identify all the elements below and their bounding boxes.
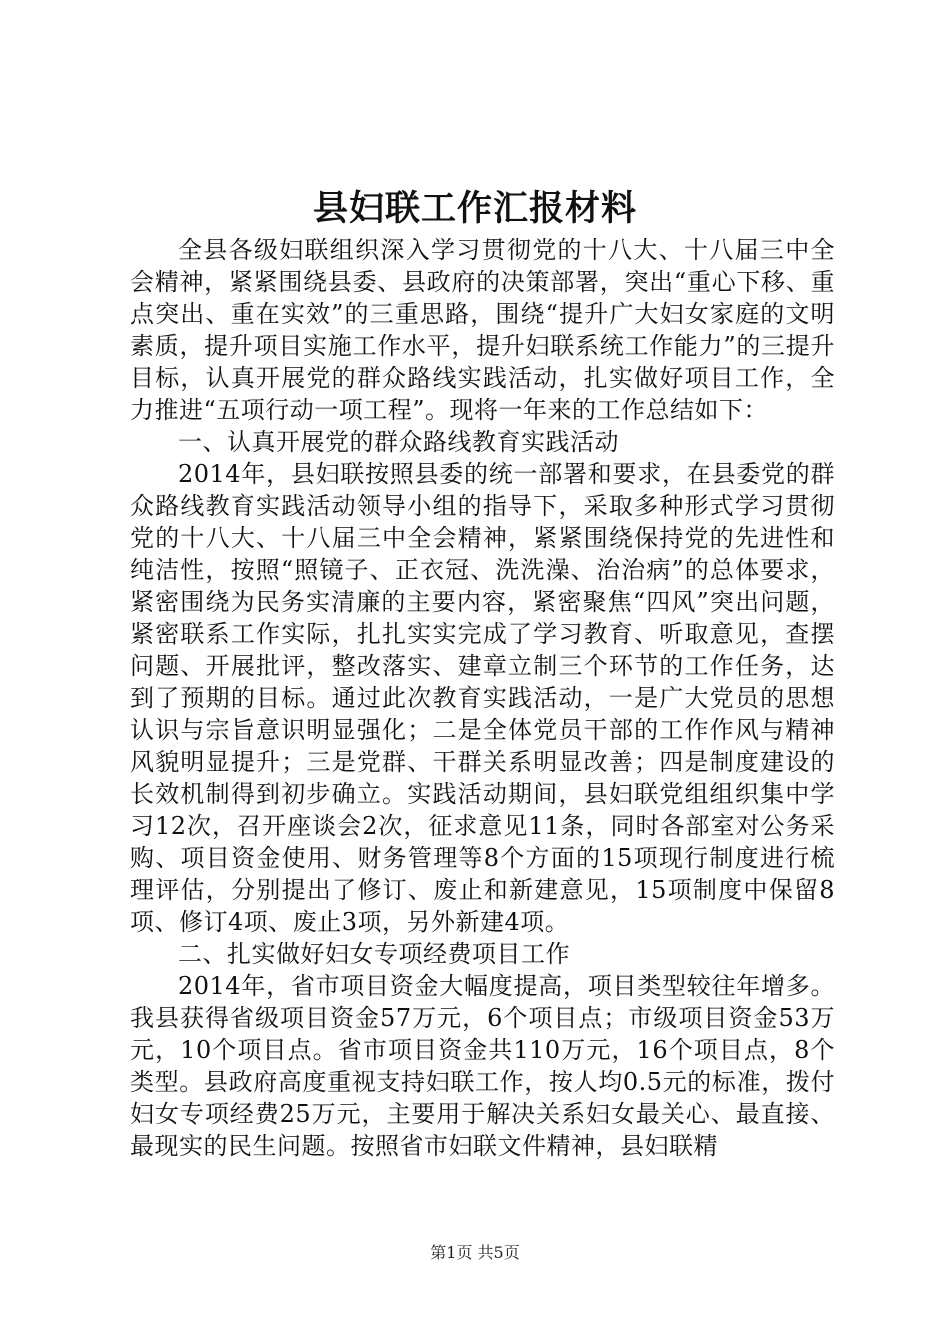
section-1-paragraph: 2014年，县妇联按照县委的统一部署和要求，在县委党的群众路线教育实践活动领导小组的指导下，采取多种形式学习贯彻党的十八大、十八届三中全会精神，紧紧围绕保持党的先进性和纯洁性，按照“照镜子、正衣冠、洗洗澡、治治病”的总体要求，紧密围绕为民务实清廉的主要内容，紧密聚焦“四风”突出问题，紧密联系工作实际，扎扎实实完成了学习教育、听取意见，查摆问题、开展批评，整改落实、建章立制三个环节的工作任务，达到了预期的目标。通过此次教育实践活动，一是广大党员的思想认识与宗旨意识明显强化；二是全体党员干部的工作作风与精神风貌明显提升；三是党群、干群关系明显改善；四是制度建设的长效机制得到初步确立。实践活动期间，县妇联党组组织集中学习12次，召开座谈会2次，征求意见11条，同时各部室对公务采购、项目资金使用、财务管理等8个方面的15项现行制度进行梳理评估，分别提出了修订、废止和新建意见，15项制度中保留8项、修订4项、废止3项，另外新建4项。 (130, 460, 835, 936)
section-heading-2: 二、扎实做好妇女专项经费项目工作 (178, 940, 570, 968)
page-title: 县妇联工作汇报材料 (312, 188, 637, 229)
section-heading-1: 一、认真开展党的群众路线教育实践活动 (178, 428, 619, 456)
page-number-footer: 第1页 共5页 (430, 1243, 520, 1262)
section-2-paragraph: 2014年，省市项目资金大幅度提高，项目类型较往年增多。我县获得省级项目资金57万元，6个项目点；市级项目资金53万元，10个项目点。省市项目资金共110万元，16个项目点，8个类型。县政府高度重视支持妇联工作，按人均0.5元的标准，拨付妇女专项经费25万元，主要用于解决关系妇女最关心、最直接、最现实的民生问题。按照省市妇联文件精神，县妇联精 (130, 972, 835, 1160)
intro-paragraph: 全县各级妇联组织深入学习贯彻党的十八大、十八届三中全会精神，紧紧围绕县委、县政府的决策部署，突出“重心下移、重点突出、重在实效”的三重思路，围绕“提升广大妇女家庭的文明素质，提升项目实施工作水平，提升妇联系统工作能力”的三提升目标，认真开展党的群众路线实践活动，扎实做好项目工作，全力推进“五项行动一项工程”。现将一年来的工作总结如下： (130, 236, 835, 424)
document-body (130, 234, 835, 1162)
